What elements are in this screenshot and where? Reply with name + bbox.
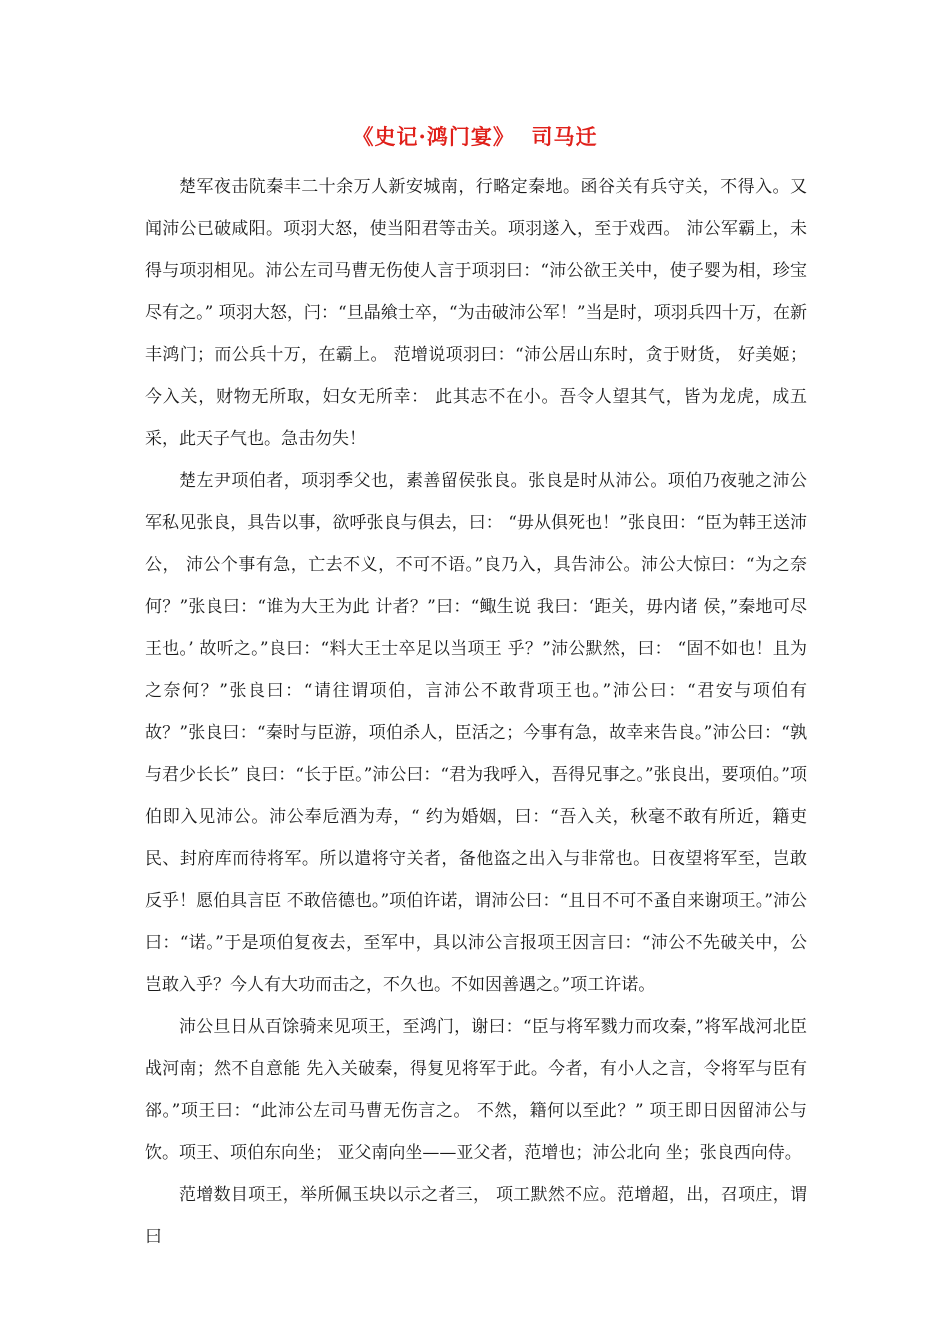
paragraph-4: 范增数目项王，举所佩玉块以示之者三， 项工默然不应。范增超，出，召项庄，谓曰 — [145, 1185, 807, 1247]
paragraph-1: 楚军夜击阬秦丰二十余万人新安城南，行略定秦地。函谷关有兵守关，不得入。又闻沛公已破咸阳。项羽大怒，使当阳君等击关。项羽遂入，至于戏西。 沛公军霸上，未得与项羽相见。沛公左司马曹无伤使人言于项羽曰：“沛公欲王关中，使子婴为相，珍宝尽有之。” 项羽大怒，闩：“旦晶飨士卒，“为击破沛公军！”当是时，项羽兵四十万，在新丰鸿门；而公兵十万，在霸上。 范增说项羽曰：“沛公居山东时，贪于财货， 好美姬；今入关，财物无所取，妇女无所幸： 此其志不在小。吾令人望其气，皆为龙虎，成五采，此天子气也。急击勿失！ — [145, 177, 807, 449]
document-body — [145, 166, 807, 1258]
paragraph-2: 楚左尹项伯者，项羽季父也，素善留侯张良。张良是时从沛公。项伯乃夜驰之沛公军私见张良，具告以事，欲呼张良与俱去，曰： “毋从俱死也！”张良田：“臣为韩王送沛公， 沛公个事有急，亡去不义，不可不语。”良乃入，具告沛公。沛公大惊曰：“为之奈何？”张良曰：“谁为大王为此 计者？”曰：“鲰生说 我曰：‘距关，毋内诸 侯，”秦地可尽王也。’ 故听之。”良曰：“料大王士卒足以当项王 乎？”沛公默然，曰： “固不如也！且为之奈何？”张良曰：“请往谓项伯，言沛公不敢背项王也。”沛公曰：“君安与项伯有故？”张良曰：“秦时与臣游，项伯杀人，臣活之；今事有急，故幸来告良。”沛公曰：“孰与君少长长” 良曰：“长于臣。”沛公曰：“君为我呼入，吾得兄事之。”张良出，要项伯。”项伯即入见沛公。沛公奉卮酒为寿，“ 约为婚姻，曰：“吾入关，秋毫不敢有所近，籍吏民、封府库而待将军。所以遣将守关者，备他盗之出入与非常也。日夜望将军至，岂敢反乎！愿伯具言臣 不敢倍德也。”项伯许诺，谓沛公曰：“且日不可不蚤自来谢项王。”沛公曰：“诺。”于是项伯复夜去，至军中，具以沛公言报项王因言曰：“沛公不先破关中，公岂敢入乎？今人有大功而击之，不久也。不如因善遇之。”项工许诺。 — [145, 471, 807, 995]
paragraph-3: 沛公旦日从百馀骑来见项王，至鸿门，谢曰：“臣与将军戮力而攻秦，”将军战河北臣战河南；然不自意能 先入关破秦，得复见将军于此。今者，有小人之言，令将军与臣有郤。”项王曰：“此沛公左司马曹无伤言之。 不然，籍何以至此？” 项王即日因留沛公与饮。项王、项伯东向坐； 亚父南向坐——亚父者，范增也；沛公北向 坐；张良西向侍。 — [145, 1017, 807, 1163]
document-title: 《史记·鸿门宴》 司马迁 — [352, 124, 598, 149]
